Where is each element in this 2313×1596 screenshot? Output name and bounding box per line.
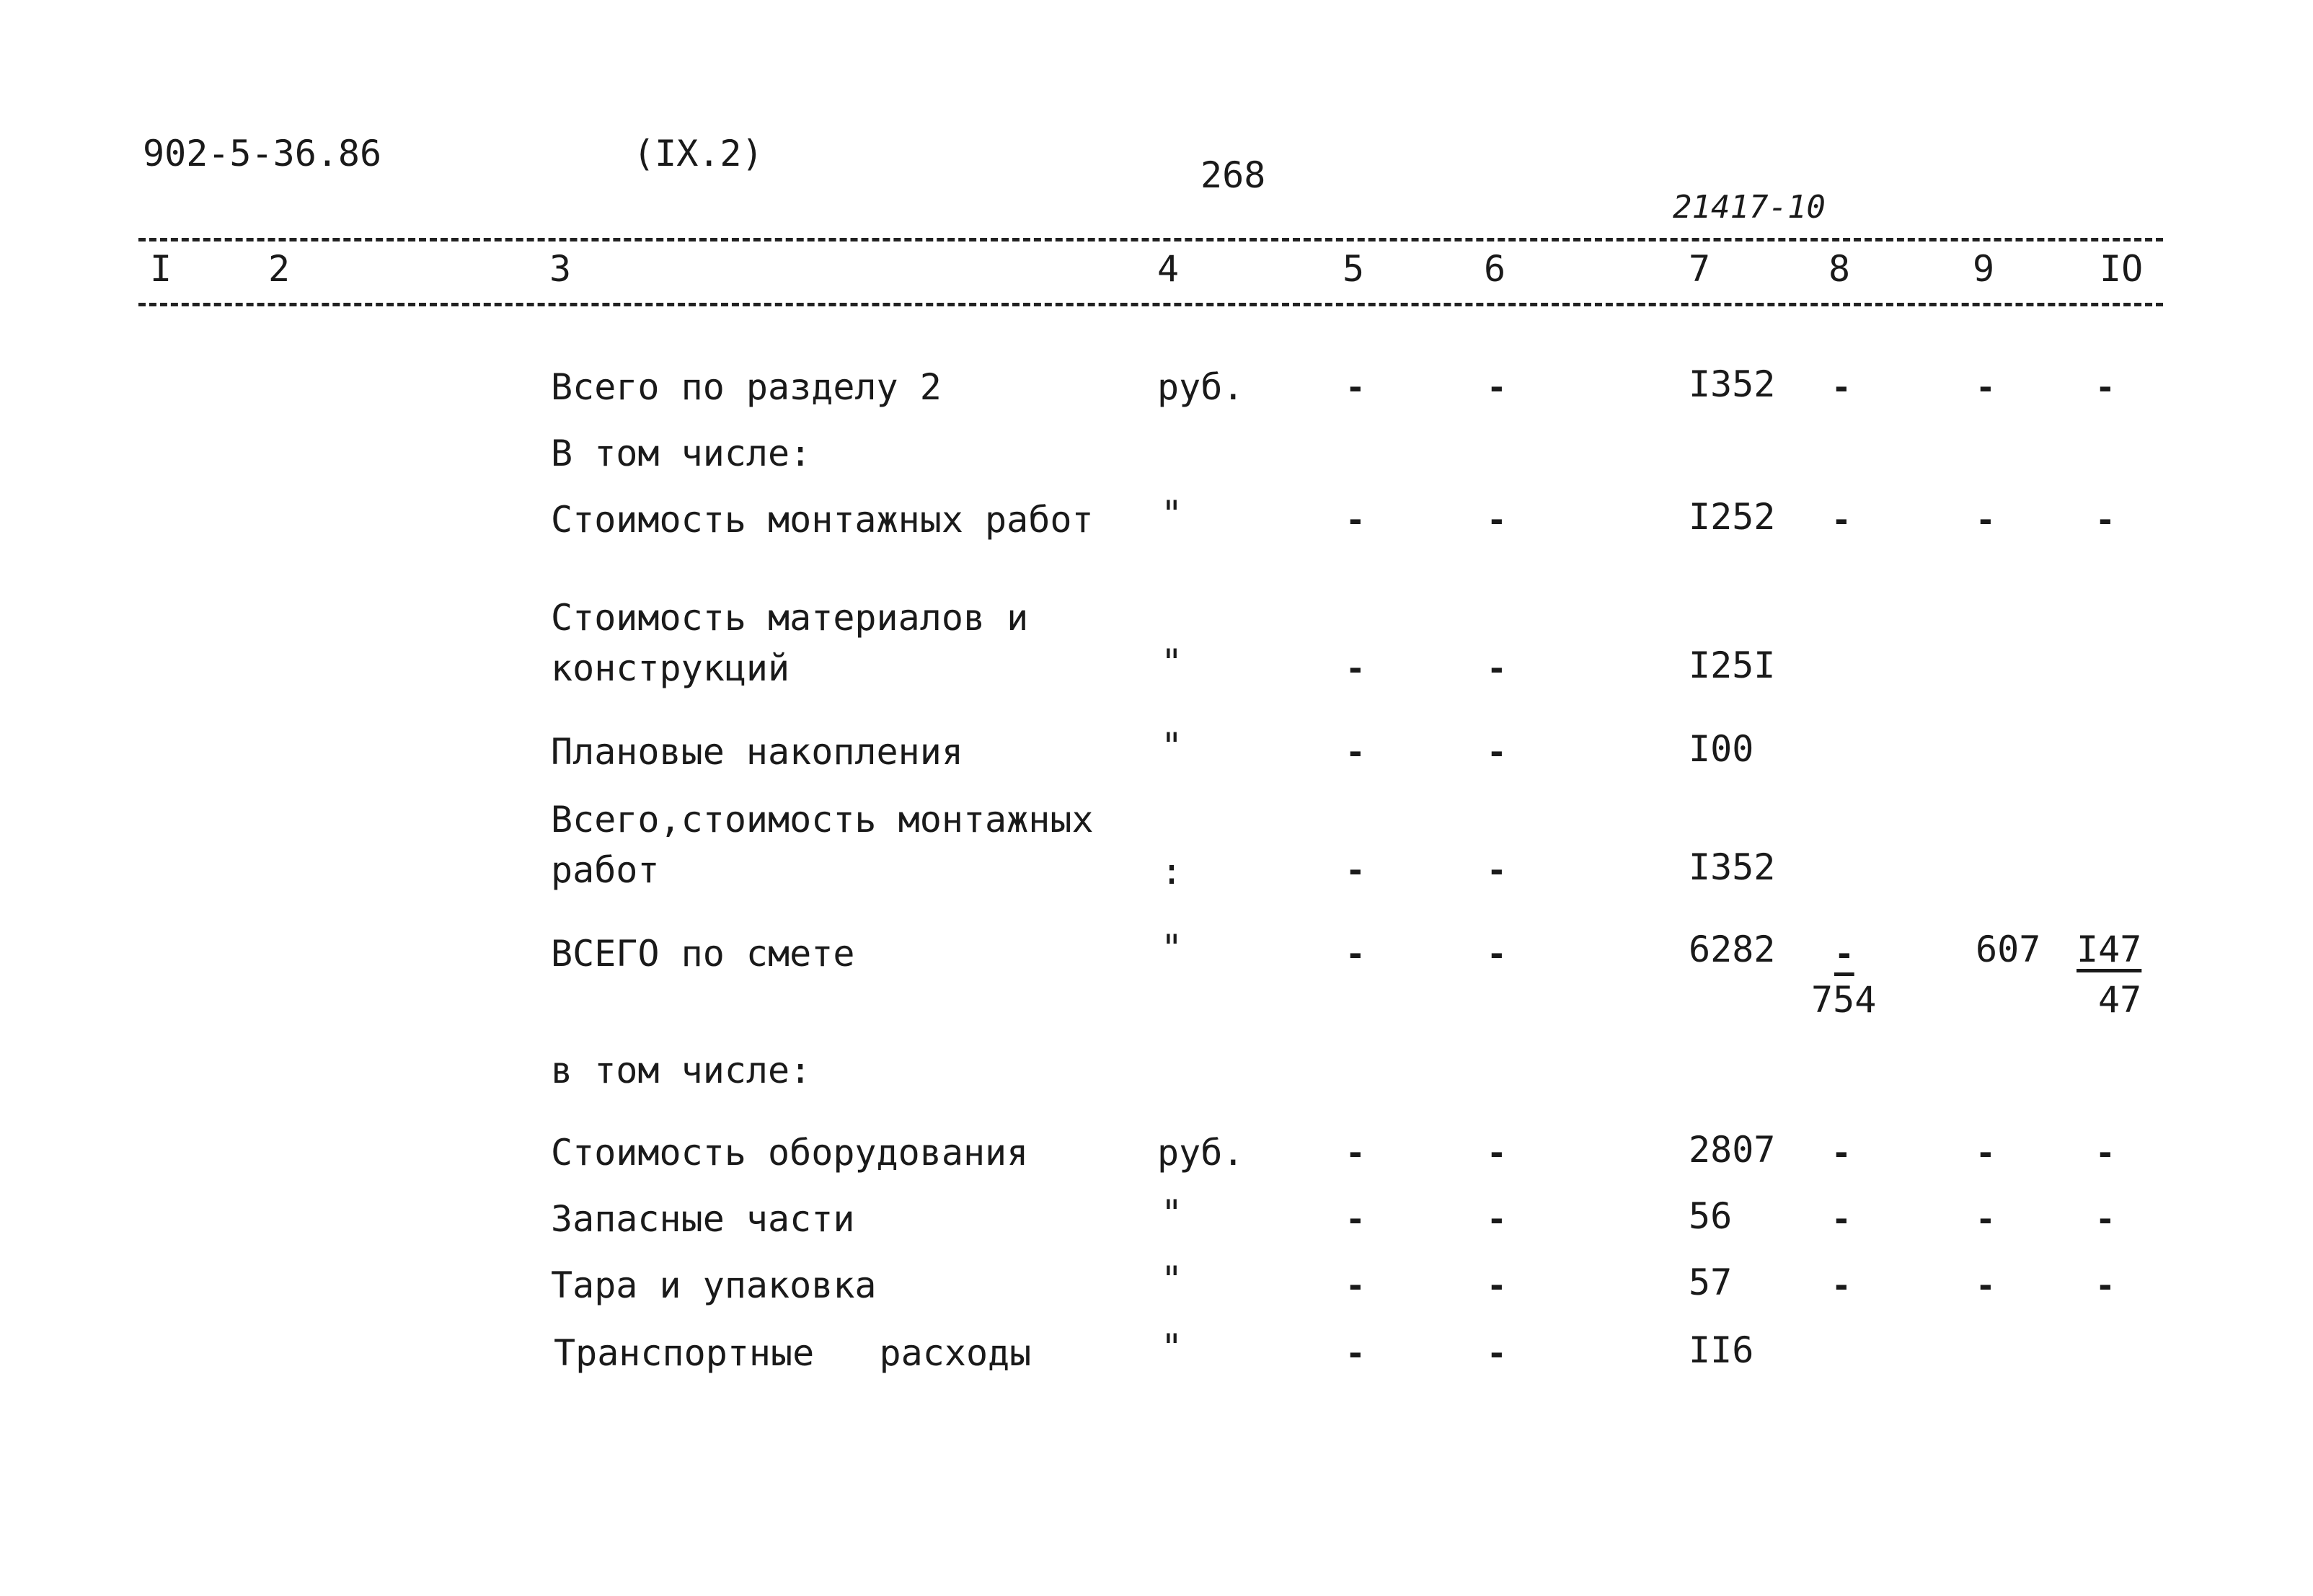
document-code: 902-5-36.86 xyxy=(143,133,382,174)
column-header-3: 3 xyxy=(549,248,572,290)
row-label: Всего по разделу 2 xyxy=(551,366,942,408)
row-label: Запасные части xyxy=(551,1198,855,1240)
row-col10: - xyxy=(2095,1266,2115,1305)
column-header-4: 4 xyxy=(1157,248,1180,290)
row-col9: - xyxy=(1976,368,1996,407)
row-col7: II6 xyxy=(1689,1329,1754,1371)
row-col8: - xyxy=(1831,1133,1852,1172)
row-col5: - xyxy=(1345,934,1366,973)
row-col10: - xyxy=(2095,500,2115,539)
column-header-1: I xyxy=(150,248,172,290)
row-col6: - xyxy=(1487,500,1507,539)
row-col6: - xyxy=(1487,368,1507,407)
row-col7: I25I xyxy=(1689,644,1776,686)
row-unit: : xyxy=(1161,851,1183,892)
row-col5: - xyxy=(1345,1334,1366,1373)
row-col5: - xyxy=(1345,368,1366,407)
row-label: ВСЕГО по смете xyxy=(551,933,855,975)
column-header-10: IO xyxy=(2100,248,2144,290)
row-col10-denominator: 47 xyxy=(2098,979,2142,1021)
row-unit: " xyxy=(1161,1192,1183,1234)
row-unit: " xyxy=(1161,1326,1183,1368)
row-col10-numerator: I47 xyxy=(2077,928,2142,970)
column-header-7: 7 xyxy=(1689,248,1711,290)
row-col10: - xyxy=(2095,1200,2115,1238)
header-bottom-rule xyxy=(138,303,2163,306)
row-col6: - xyxy=(1487,1334,1507,1373)
row-label-line2: работ xyxy=(551,849,660,891)
archive-stamp-number: 21417-10 xyxy=(1673,189,1826,226)
column-header-9: 9 xyxy=(1973,248,1995,290)
column-header-8: 8 xyxy=(1828,248,1851,290)
row-col7: 56 xyxy=(1689,1195,1733,1237)
row-label-line1: Всего,стоимость монтажных xyxy=(551,799,1094,841)
row-col6: - xyxy=(1487,1200,1507,1238)
row-col7: I00 xyxy=(1689,728,1754,770)
row-col10: - xyxy=(2095,368,2115,407)
row-unit: руб. xyxy=(1157,1132,1244,1174)
row-label: Плановые накопления xyxy=(551,731,963,773)
row-col5: - xyxy=(1345,732,1366,771)
column-header-5: 5 xyxy=(1343,248,1365,290)
row-col8: - xyxy=(1831,368,1852,407)
row-col9: - xyxy=(1976,500,1996,539)
row-col9: - xyxy=(1976,1266,1996,1305)
row-unit: " xyxy=(1161,642,1183,683)
row-unit: " xyxy=(1161,725,1183,767)
row-col8: - xyxy=(1831,1266,1852,1305)
row-col5: - xyxy=(1345,1200,1366,1238)
row-col6: - xyxy=(1487,1133,1507,1172)
row-unit: " xyxy=(1161,1259,1183,1300)
row-col5: - xyxy=(1345,1266,1366,1305)
row-col7: I352 xyxy=(1689,363,1776,405)
row-col6: - xyxy=(1487,851,1507,890)
row-col5: - xyxy=(1345,649,1366,688)
page-number: 268 xyxy=(1200,154,1266,196)
row-col8-numerator: - xyxy=(1834,934,1854,973)
column-header-6: 6 xyxy=(1484,248,1506,290)
row-col7: 6282 xyxy=(1689,928,1776,970)
row-label: Стоимость монтажных работ xyxy=(551,499,1094,541)
row-label: В том числе: xyxy=(551,433,812,474)
row-col7: I252 xyxy=(1689,496,1776,538)
row-col10: - xyxy=(2095,1133,2115,1172)
row-col7: 57 xyxy=(1689,1262,1733,1303)
row-label: Стоимость оборудования xyxy=(551,1132,1029,1174)
row-col5: - xyxy=(1345,1133,1366,1172)
row-label-line1: Стоимость материалов и xyxy=(551,597,1029,639)
row-col6: - xyxy=(1487,934,1507,973)
row-col6: - xyxy=(1487,732,1507,771)
row-col8-denominator: 754 xyxy=(1811,979,1877,1021)
row-col5: - xyxy=(1345,500,1366,539)
row-col8: - xyxy=(1831,500,1852,539)
row-col9: 607 xyxy=(1976,928,2041,970)
row-col6: - xyxy=(1487,1266,1507,1305)
row-col5: - xyxy=(1345,851,1366,890)
row-col9: - xyxy=(1976,1200,1996,1238)
row-col8: - xyxy=(1831,1200,1852,1238)
row-col7: 2807 xyxy=(1689,1129,1776,1171)
row-unit: " xyxy=(1161,927,1183,969)
header-top-rule xyxy=(138,238,2163,241)
section-number: (IX.2) xyxy=(633,133,764,174)
row-col6: - xyxy=(1487,649,1507,688)
row-label: Транспортные расходы xyxy=(554,1332,1032,1374)
row-label-line2: конструкций xyxy=(551,647,790,689)
row-col7: I352 xyxy=(1689,846,1776,888)
row-col9: - xyxy=(1976,1133,1996,1172)
row-label: Тара и упаковка xyxy=(551,1264,877,1306)
row-label: в том числе: xyxy=(551,1050,812,1091)
row-unit: руб. xyxy=(1157,366,1244,408)
column-header-2: 2 xyxy=(268,248,291,290)
row-unit: " xyxy=(1161,493,1183,535)
